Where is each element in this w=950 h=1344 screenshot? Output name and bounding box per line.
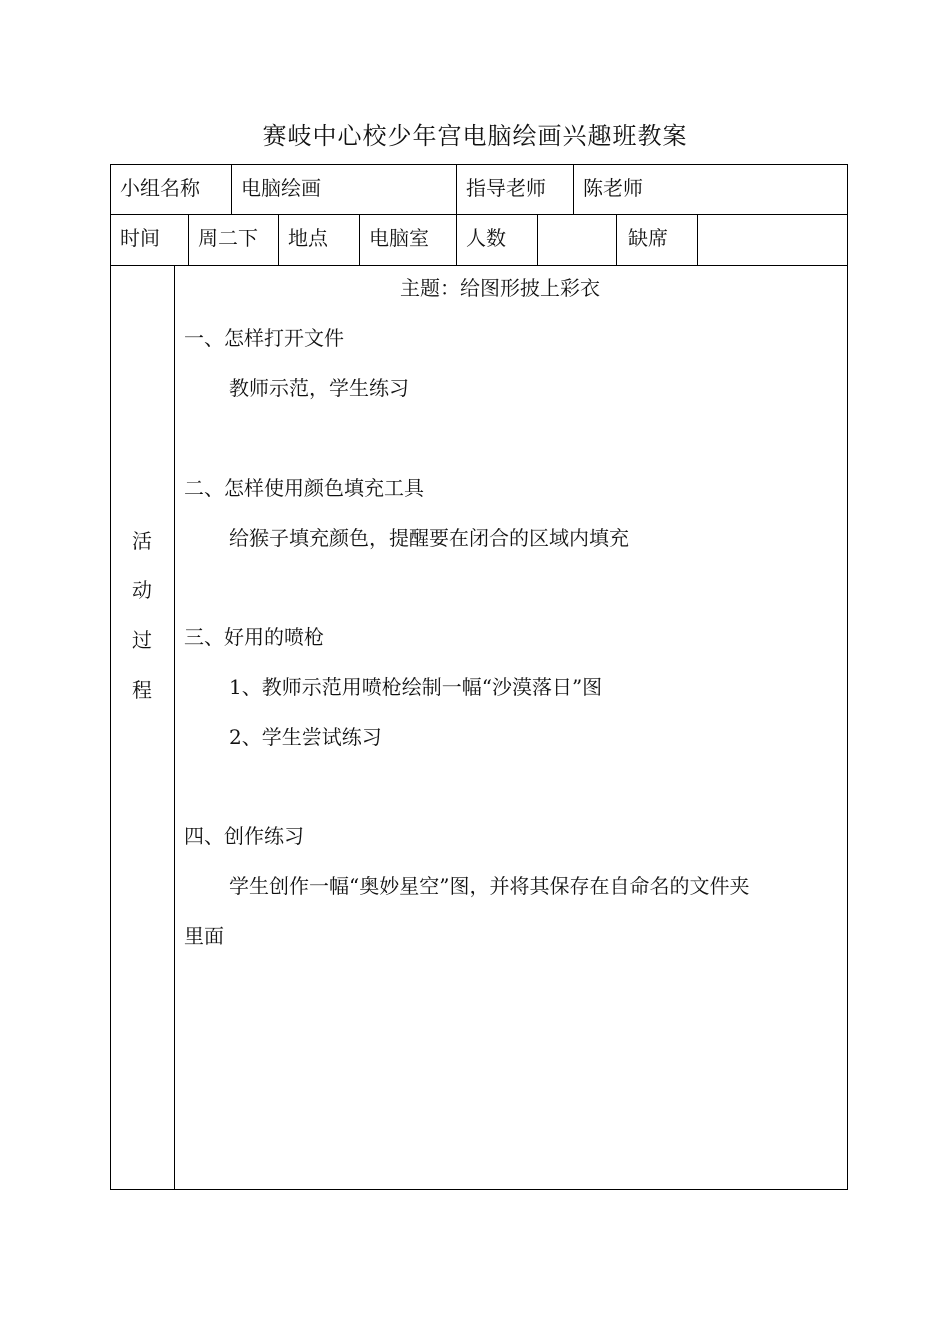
row2-divider	[278, 214, 279, 266]
group-name-value: 电脑绘画	[241, 176, 321, 200]
row2-divider	[456, 214, 457, 266]
section-3-item-1: 1、教师示范用喷枪绘制一幅“沙漠落日”图	[229, 675, 603, 699]
count-label: 人数	[466, 226, 506, 250]
time-value: 周二下	[198, 226, 258, 250]
activity-label-char: 程	[132, 678, 152, 702]
table-border-right	[847, 164, 848, 1190]
lesson-theme: 主题：给图形披上彩衣	[400, 276, 600, 300]
absent-label: 缺席	[628, 226, 668, 250]
section-4-body-line-1: 学生创作一幅“奥妙星空”图，并将其保存在自命名的文件夹	[229, 874, 750, 898]
row2-divider	[697, 214, 698, 266]
row1-divider	[231, 164, 232, 215]
activity-label-char: 动	[132, 578, 152, 602]
group-name-label: 小组名称	[120, 176, 200, 200]
place-value: 电脑室	[369, 226, 429, 250]
table-row-divider-2	[110, 265, 848, 266]
table-border-bottom	[110, 1189, 848, 1190]
row1-divider	[456, 164, 457, 215]
row2-divider	[537, 214, 538, 266]
section-3-item-2: 2、学生尝试练习	[229, 725, 382, 749]
activity-column-divider	[174, 265, 175, 1190]
section-1-heading: 一、怎样打开文件	[184, 326, 344, 350]
table-row-divider-1	[110, 214, 848, 215]
section-4-body-line-2: 里面	[184, 924, 224, 948]
time-label: 时间	[120, 226, 160, 250]
page-title: 赛岐中心校少年宫电脑绘画兴趣班教案	[262, 122, 688, 150]
section-2-body: 给猴子填充颜色，提醒要在闭合的区域内填充	[229, 526, 629, 550]
table-border-top	[110, 164, 848, 165]
row2-divider	[359, 214, 360, 266]
row1-divider	[573, 164, 574, 215]
row2-divider	[616, 214, 617, 266]
place-label: 地点	[288, 226, 328, 250]
section-2-heading: 二、怎样使用颜色填充工具	[184, 476, 424, 500]
activity-label-char: 过	[132, 628, 152, 652]
section-3-heading: 三、好用的喷枪	[184, 625, 324, 649]
section-4-heading: 四、创作练习	[184, 824, 304, 848]
row2-divider	[188, 214, 189, 266]
activity-label-char: 活	[132, 529, 152, 553]
teacher-value: 陈老师	[583, 176, 643, 200]
teacher-label: 指导老师	[466, 176, 546, 200]
section-1-body: 教师示范，学生练习	[229, 376, 409, 400]
